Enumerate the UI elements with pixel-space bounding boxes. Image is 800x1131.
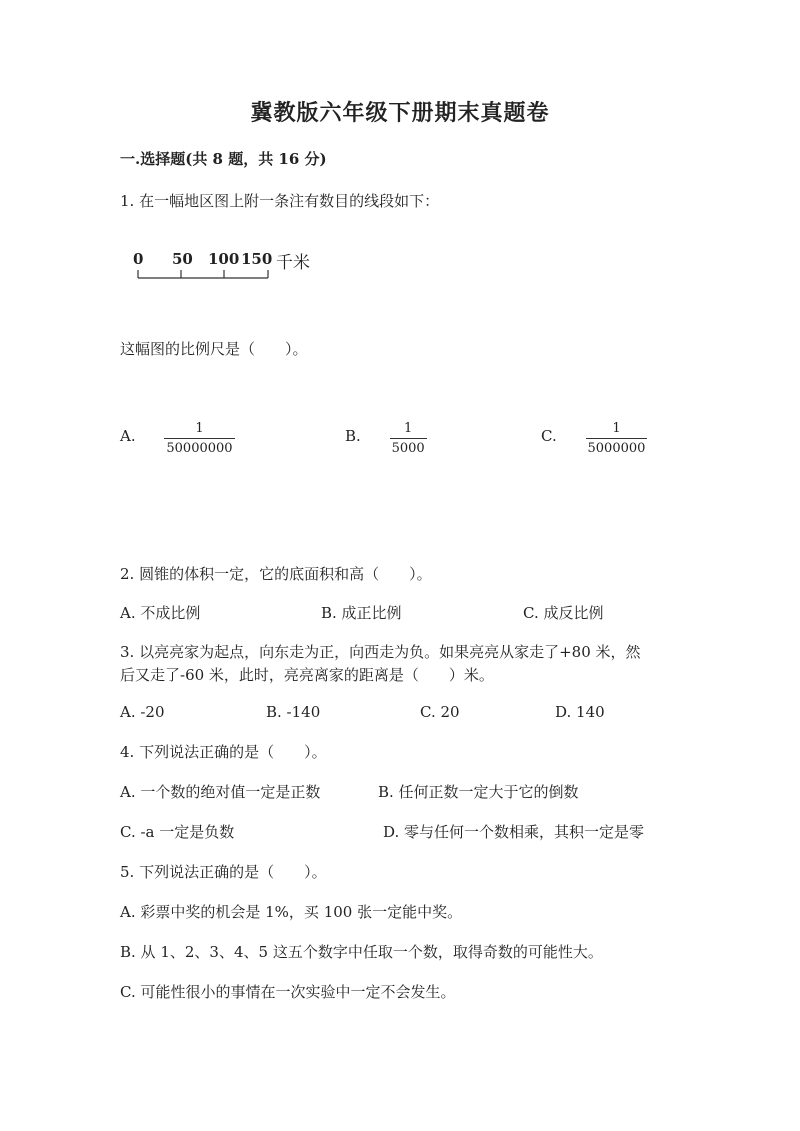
fraction: [390, 421, 427, 456]
option-c[interactable]: C. 可能性很小的事情在一次实验中一定不会发生。: [120, 983, 456, 1001]
section-heading: 一.选择题(共 8 题，共 16 分): [120, 150, 327, 168]
option-a[interactable]: A. -20: [120, 703, 165, 721]
option-b[interactable]: B. 任何正数一定大于它的倒数: [378, 783, 579, 801]
scale-unit: 千米: [276, 253, 310, 273]
option-b[interactable]: B. -140: [266, 703, 321, 721]
question-3-stem-line1: 3. 以亮亮家为起点，向东走为正，向西走为负。如果亮亮从家走了+80 米，然: [120, 643, 641, 661]
option-a[interactable]: A. 彩票中奖的机会是 1%，买 100 张一定能中奖。: [120, 903, 463, 921]
question-4-stem: 4. 下列说法正确的是（ ）。: [120, 743, 327, 761]
option-c[interactable]: [541, 418, 647, 456]
fraction-denominator: 50000000: [164, 438, 234, 456]
scale-label: 50: [172, 250, 193, 268]
fraction-denominator: 5000000: [586, 438, 648, 456]
question-1-stem: 1. 在一幅地区图上附一条注有数目的线段如下：: [120, 192, 440, 210]
line-scale: [130, 246, 330, 286]
fraction: [164, 421, 234, 456]
option-a[interactable]: A. 一个数的绝对值一定是正数: [120, 783, 321, 801]
option-a[interactable]: [120, 418, 235, 456]
question-5-stem: 5. 下列说法正确的是（ ）。: [120, 863, 327, 881]
question-1-question: 这幅图的比例尺是（ ）。: [120, 340, 308, 358]
option-letter: C.: [541, 427, 557, 445]
option-b[interactable]: [345, 418, 427, 456]
scale-label: 150: [241, 250, 273, 268]
option-c[interactable]: C. 20: [420, 703, 460, 721]
scale-bar: [130, 268, 272, 282]
fraction: [586, 421, 648, 456]
question-2-stem: 2. 圆锥的体积一定，它的底面积和高（ ）。: [120, 565, 432, 583]
fraction-numerator: 1: [612, 421, 621, 436]
scale-label: 100: [208, 250, 240, 268]
option-a[interactable]: A. 不成比例: [120, 604, 201, 622]
page-title: 冀教版六年级下册期末真题卷: [250, 100, 550, 126]
fraction-denominator: 5000: [390, 438, 427, 456]
option-b[interactable]: B. 成正比例: [321, 604, 402, 622]
fraction-numerator: 1: [403, 421, 413, 436]
scale-label: 0: [133, 250, 144, 268]
option-c[interactable]: C. -a 一定是负数: [120, 823, 235, 841]
option-d[interactable]: D. 140: [555, 703, 605, 721]
question-3-stem-line2: 后又走了-60 米，此时，亮亮离家的距离是（ ）米。: [120, 666, 494, 684]
option-b[interactable]: B. 从 1、2、3、4、5 这五个数字中任取一个数，取得奇数的可能性大。: [120, 943, 603, 961]
fraction-numerator: 1: [195, 421, 204, 436]
option-letter: B.: [345, 427, 361, 445]
option-d[interactable]: D. 零与任何一个数相乘，其积一定是零: [383, 823, 645, 841]
option-c[interactable]: C. 成反比例: [523, 604, 604, 622]
option-letter: A.: [120, 427, 136, 445]
